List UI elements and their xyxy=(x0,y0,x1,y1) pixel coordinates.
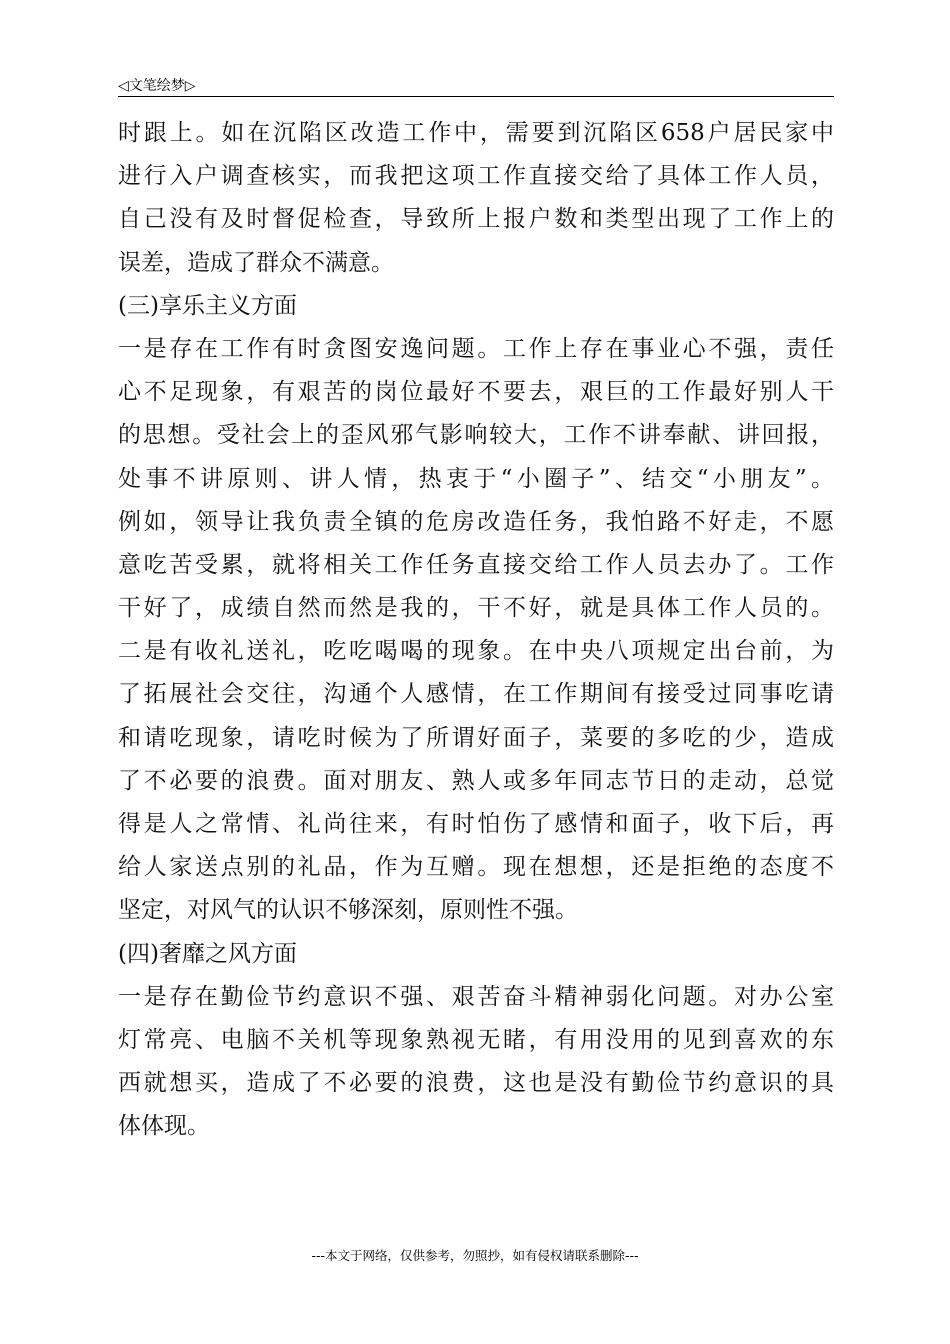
text-line: 处事不讲原则、讲人情，热衷于“小圈子”、结交“小朋友”。 xyxy=(118,465,834,492)
text-line: 了拓展社会交往，沟通个人感情，在工作期间有接受过同事吃请 xyxy=(118,681,834,708)
text-line: 心不足现象，有艰苦的岗位最好不要去，艰巨的工作最好别人干 xyxy=(118,379,834,406)
text-line: 自己没有及时督促检查，导致所上报户数和类型出现了工作上的 xyxy=(118,206,834,233)
page-footer: ---本文于网络，仅供参考，勿照抄，如有侵权请联系删除--- xyxy=(311,1248,639,1263)
text-line: 二是有收礼送礼，吃吃喝喝的现象。在中央八项规定出台前，为 xyxy=(118,638,834,665)
text-line: 的思想。受社会上的歪风邪气影响较大，工作不讲奉献、讲回报， xyxy=(118,422,834,449)
document-body xyxy=(118,112,834,1149)
text-line: 例如，领导让我负责全镇的危房改造任务，我怕路不好走，不愿 xyxy=(118,508,834,535)
text-line: 给人家送点别的礼品，作为互赠。现在想想，还是拒绝的态度不 xyxy=(118,854,834,881)
text-line: (三)享乐主义方面 xyxy=(118,292,297,319)
text-line: 灯常亮、电脑不关机等现象熟视无睹，有用没用的见到喜欢的东 xyxy=(118,1026,834,1053)
text-line: 一是存在工作有时贪图安逸问题。工作上存在事业心不强，责任 xyxy=(118,335,834,362)
text-line: 得是人之常情、礼尚往来，有时怕伤了感情和面子，收下后，再 xyxy=(118,811,834,837)
text-line: 误差，造成了群众不满意。 xyxy=(118,249,394,276)
page-header xyxy=(118,72,834,97)
text-line: 时跟上。如在沉陷区改造工作中，需要到沉陷区658户居民家中 xyxy=(118,120,834,146)
text-line: 坚定，对风气的认识不够深刻，原则性不强。 xyxy=(118,897,578,924)
text-line: 了不必要的浪费。面对朋友、熟人或多年同志节日的走动，总觉 xyxy=(118,767,834,794)
text-line: 西就想买，造成了不必要的浪费，这也是没有勤俭节约意识的具 xyxy=(118,1070,834,1097)
text-line: 进行入户调查核实，而我把这项工作直接交给了具体工作人员， xyxy=(118,163,834,190)
text-line: 和请吃现象，请吃时候为了所谓好面子，菜要的多吃的少，造成 xyxy=(118,724,834,751)
text-line: 意吃苦受累，就将相关工作任务直接交给工作人员去办了。工作 xyxy=(118,551,834,578)
text-line: 一是存在勤俭节约意识不强、艰苦奋斗精神弱化问题。对办公室 xyxy=(118,983,834,1010)
text-line: (四)奢靡之风方面 xyxy=(118,940,297,967)
text-line: 干好了，成绩自然而然是我的，干不好，就是具体工作人员的。 xyxy=(118,595,834,622)
header-title: ◁文笔绘梦▷ xyxy=(118,78,196,94)
text-line: 体体现。 xyxy=(118,1113,210,1140)
